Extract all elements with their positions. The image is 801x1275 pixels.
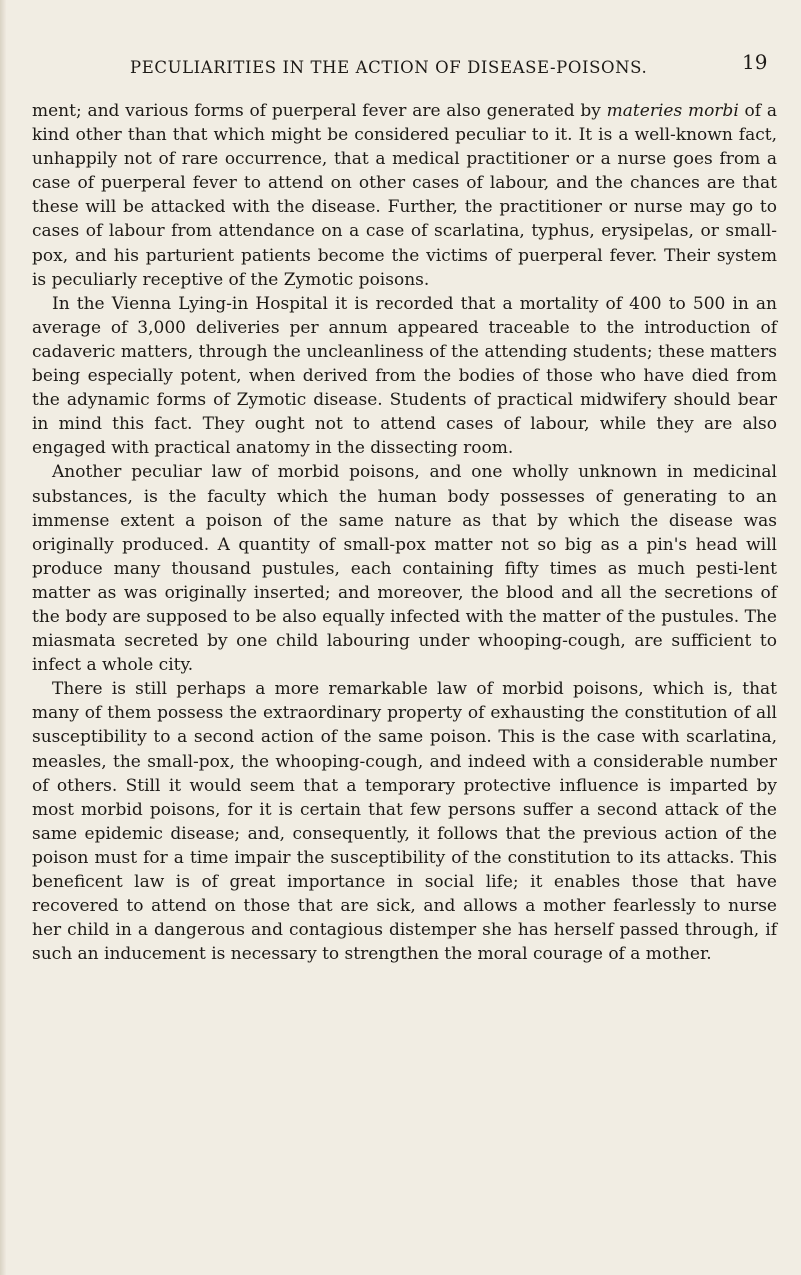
page-number: 19 (742, 50, 768, 74)
running-head (0, 50, 801, 80)
paragraph-1-lead: ment; and various forms of puerperal fever are also generated by (32, 101, 607, 121)
italic-phrase: materies morbi (606, 101, 739, 121)
body-text (32, 99, 777, 966)
paragraph-2: In the Vienna Lying-in Hospital it is recorded that a mortality of 400 to 500 in an average of 3,000 deliveries per annum appeared traceable to the introduction of cadaveric matters, through the uncleanliness of the attending students; these matters being especially potent, when derived from the bodies of those who have died from the adynamic forms of Zymotic disease. Students of practical midwifery should bear in mind this fact. They ought not to attend cases of labour, while they are also engaged with practical anatomy in the dissecting room. (32, 293, 777, 459)
running-title: PECULIARITIES IN THE ACTION OF DISEASE-POISONS. (130, 58, 648, 77)
paragraph-1 (32, 99, 777, 292)
paragraph-3: Another peculiar law of morbid poisons, and one wholly unknown in medicinal substances, is the faculty which the human body possesses of generating to an immense extent a poison of the same nature as that by which the disease was originally produced. A quantity of small-pox matter not so big as a pin's head will produce many thousand pustules, each containing fifty times as much pesti-lent matter as was originally inserted; and moreover, the blood and all the secretions of the body are supposed to be also equally infected with the matter of the pustules. The miasmata secreted by one child labouring under whooping-cough, are sufficient to infect a whole city. (32, 462, 777, 676)
page-edge (0, 0, 6, 1275)
paragraph-1-rest: of a kind other than that which might be considered peculiar to it. It is a well-known fact, unhappily not of rare occurrence, that a medical practitioner or a nurse goes from a case of puerperal fever to attend on other cases of labour, and the chances are that these will be attacked with the disease. Further, the practitioner or nurse may go to cases of labour from attendance on a case of scarlatina, typhus, erysipelas, or small-pox, and his parturient patients become the victims of puerperal fever. Their system is peculiarly receptive of the Zymotic poisons. (32, 101, 777, 290)
paragraph-4: There is still perhaps a more remarkable law of morbid poisons, which is, that many of them possess the extraordinary property of exhausting the constitution of all susceptibility to a second action of the same poison. This is the case with scarlatina, measles, the small-pox, the whooping-cough, and indeed with a considerable number of others. Still it would seem that a temporary protective influence is imparted by most morbid poisons, for it is certain that few persons suffer a second attack of the same epidemic disease; and, consequently, it follows that the previous action of the poison must for a time impair the susceptibility of the constitution to its attacks. This beneficent law is of great importance in social life; it enables those that have recovered to attend on those that are sick, and allows a mother fearlessly to nurse her child in a dangerous and contagious distemper she has herself passed through, if such an inducement is necessary to strengthen the moral courage of a mother. (32, 679, 777, 965)
